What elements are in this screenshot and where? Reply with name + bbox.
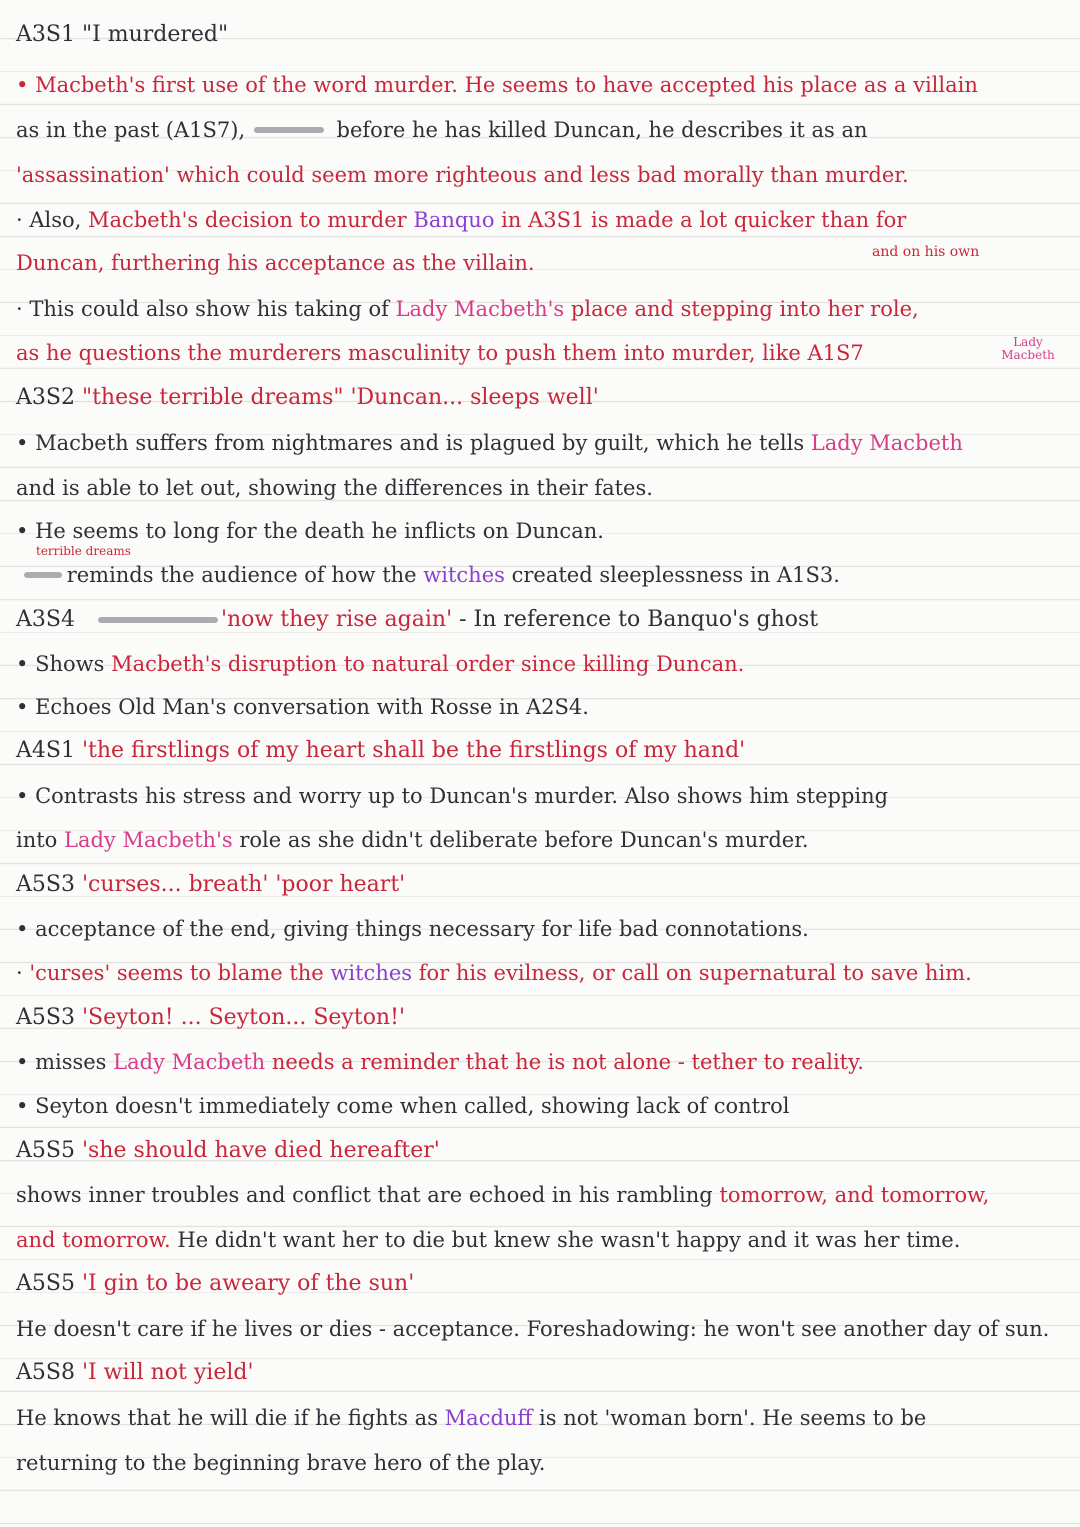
note-line: · This could also show his taking of Lady Macbeth's place and stepping into her role, (16, 297, 919, 321)
note-line (16, 562, 1060, 588)
note-text: role as she didn't deliberate before Duncan's murder. (239, 828, 809, 852)
character-lady-macbeth: Lady Macbeth's (395, 297, 565, 321)
character-lady-macbeth: Lady Macbeth (113, 1050, 266, 1074)
note-line: • Shows Macbeth's disruption to natural order since killing Duncan. (16, 652, 745, 676)
note-text: acceptance of the end, giving things necessary for life bad connotations. (35, 917, 809, 941)
heading-a5s5 (16, 1138, 1060, 1164)
note-text: misses (35, 1050, 107, 1074)
note-line: • misses Lady Macbeth needs a reminder that he is not alone - tether to reality. (16, 1050, 864, 1074)
scene-ref: A4S1 (16, 738, 75, 763)
note-text: in A3S1 is made a lot quicker than for (501, 208, 907, 232)
heading-a5s5-sun (16, 1271, 1060, 1297)
heading-a3s4 (16, 607, 1060, 633)
heading-a5s8 (16, 1360, 1060, 1386)
scribble-strike (254, 127, 324, 133)
scribble-strike (24, 572, 62, 578)
note-line (16, 117, 1060, 143)
note-text: and is able to let out, showing the differences in their fates. (16, 476, 653, 500)
insertion-note: and on his own (872, 244, 980, 260)
note-text: Macbeth's decision to murder (88, 208, 407, 232)
note-text: He doesn't care if he lives or dies - acceptance. Foreshadowing: he won't see another day of sun. (16, 1317, 1050, 1341)
note-line: • Contrasts his stress and worry up to Duncan's murder. Also shows him stepping (16, 784, 889, 808)
character-witches: witches (423, 563, 505, 587)
quote-text: 'assassination' (16, 163, 170, 187)
note-text: Echoes Old Man's conversation with Rosse in A2S4. (35, 695, 589, 719)
scene-ref: A3S4 (16, 607, 75, 632)
note-line (16, 1316, 1060, 1342)
note-line (16, 1405, 1060, 1431)
note-text: 'curses' seems to blame the (29, 961, 324, 985)
note-text: He seems to long for the death he inflicts on Duncan. (35, 519, 604, 543)
character-macduff: Macduff (444, 1406, 533, 1430)
note-text: Macbeth's first use of the word murder. He seems to have accepted his place as a villain (35, 73, 978, 97)
note-text: needs a reminder that he is not alone - tether to reality. (271, 1050, 864, 1074)
note-text: for his evilness, or call on supernatural to save him. (418, 961, 972, 985)
note-text: Duncan, furthering his acceptance as the villain. (16, 251, 535, 275)
scene-ref: in A1S3. (750, 563, 840, 587)
scribble-strike (98, 617, 218, 623)
note-line: • acceptance of the end, giving things necessary for life bad connotations. (16, 917, 809, 941)
note-line (16, 1182, 1060, 1208)
note-line (16, 1450, 1060, 1476)
quote-text: 'Duncan... sleeps well' (350, 385, 599, 410)
scene-ref: A5S5 (16, 1271, 75, 1296)
note-text: into (16, 828, 58, 852)
note-text: before he has killed Duncan, he describes it as an (336, 118, 868, 142)
note-text: which could seem more righteous and less bad morally than murder. (176, 163, 909, 187)
note-text: This could also show his taking of (29, 297, 389, 321)
note-text: shows inner troubles and conflict that are echoed in his rambling (16, 1183, 713, 1207)
note-text: is not 'woman born'. He seems to be (539, 1406, 927, 1430)
character-banquo: Banquo (413, 208, 495, 232)
note-text: Also, (29, 208, 82, 232)
note-text: returning to the beginning brave hero of the play. (16, 1451, 546, 1475)
scene-ref: A3S2 (16, 385, 75, 410)
margin-note: Lady Macbeth (1001, 335, 1055, 362)
note-line: • Macbeth suffers from nightmares and is plagued by guilt, which he tells Lady Macbeth (16, 431, 963, 455)
note-line (16, 475, 1060, 501)
quote-text: 'now they rise again' (220, 607, 453, 632)
quote-text: "these terrible dreams" (81, 385, 344, 410)
quote-text: tomorrow, and tomorrow, (719, 1183, 990, 1207)
note-text: Seyton doesn't immediately come when called, showing lack of control (35, 1094, 790, 1118)
quote-text: 'curses... breath' 'poor heart' (81, 872, 406, 897)
scene-ref: A5S5 (16, 1138, 75, 1163)
note-text: He didn't want her to die but knew she wasn't happy and it was her time. (177, 1228, 961, 1252)
note-text: - In reference to Banquo's ghost (459, 607, 819, 632)
note-line (16, 1227, 1060, 1253)
heading-a4s1 (16, 738, 1060, 764)
note-text: as he questions the murderers masculinity to push them into murder, like A1S7 (16, 341, 864, 365)
quote-text: and tomorrow. (16, 1228, 171, 1252)
quote-text: 'I will not yield' (81, 1360, 254, 1385)
character-witches: witches (330, 961, 413, 985)
heading-a3s1: A3S1 "I murdered" (16, 22, 229, 47)
note-line: • Seyton doesn't immediately come when called, showing lack of control (16, 1094, 790, 1118)
note-text: reminds the audience of how the (66, 563, 417, 587)
heading-a3s2 (16, 385, 1060, 411)
quote-text: 'I gin to be aweary of the sun' (81, 1271, 415, 1296)
character-lady-macbeth: Lady Macbeth (810, 431, 963, 455)
heading-a5s3 (16, 872, 1060, 898)
note-text: Shows (35, 652, 105, 676)
character-lady-macbeth: Lady Macbeth's (64, 828, 233, 852)
scene-ref: A5S8 (16, 1360, 75, 1385)
note-text: as in the past (A1S7), (16, 118, 246, 142)
note-line (16, 340, 1060, 366)
margin-note: terrible dreams (36, 544, 131, 558)
scene-ref: A5S3 (16, 872, 75, 897)
quote-text: 'she should have died hereafter' (81, 1138, 440, 1163)
note-line (16, 250, 1060, 276)
note-line: · 'curses' seems to blame the witches for his evilness, or call on supernatural to save him. (16, 961, 972, 985)
note-text: Macbeth suffers from nightmares and is plagued by guilt, which he tells (35, 431, 805, 455)
note-line: • Macbeth's first use of the word murder. He seems to have accepted his place as a villain (16, 73, 978, 97)
note-line: · Also, Macbeth's decision to murder Banquo in A3S1 is made a lot quicker than for (16, 208, 907, 232)
note-line (16, 162, 1060, 188)
note-text: Macbeth's disruption to natural order since killing Duncan. (111, 652, 745, 676)
note-text: created sleeplessness (511, 563, 744, 587)
note-text: Contrasts his stress and worry up to Duncan's murder. Also shows him stepping (35, 784, 889, 808)
scene-ref: A5S3 (16, 1005, 75, 1030)
note-line: • Echoes Old Man's conversation with Rosse in A2S4. (16, 695, 589, 719)
note-line: • He seems to long for the death he inflicts on Duncan. (16, 519, 604, 543)
quote-text: 'the firstlings of my heart shall be the firstlings of my hand' (81, 738, 746, 763)
quote-text: 'Seyton! ... Seyton... Seyton!' (81, 1005, 405, 1030)
note-line (16, 827, 1060, 853)
heading-a5s3-seyton (16, 1005, 1060, 1031)
note-text: place and stepping into her role, (570, 297, 919, 321)
note-text: He knows that he will die if he fights as (16, 1406, 438, 1430)
